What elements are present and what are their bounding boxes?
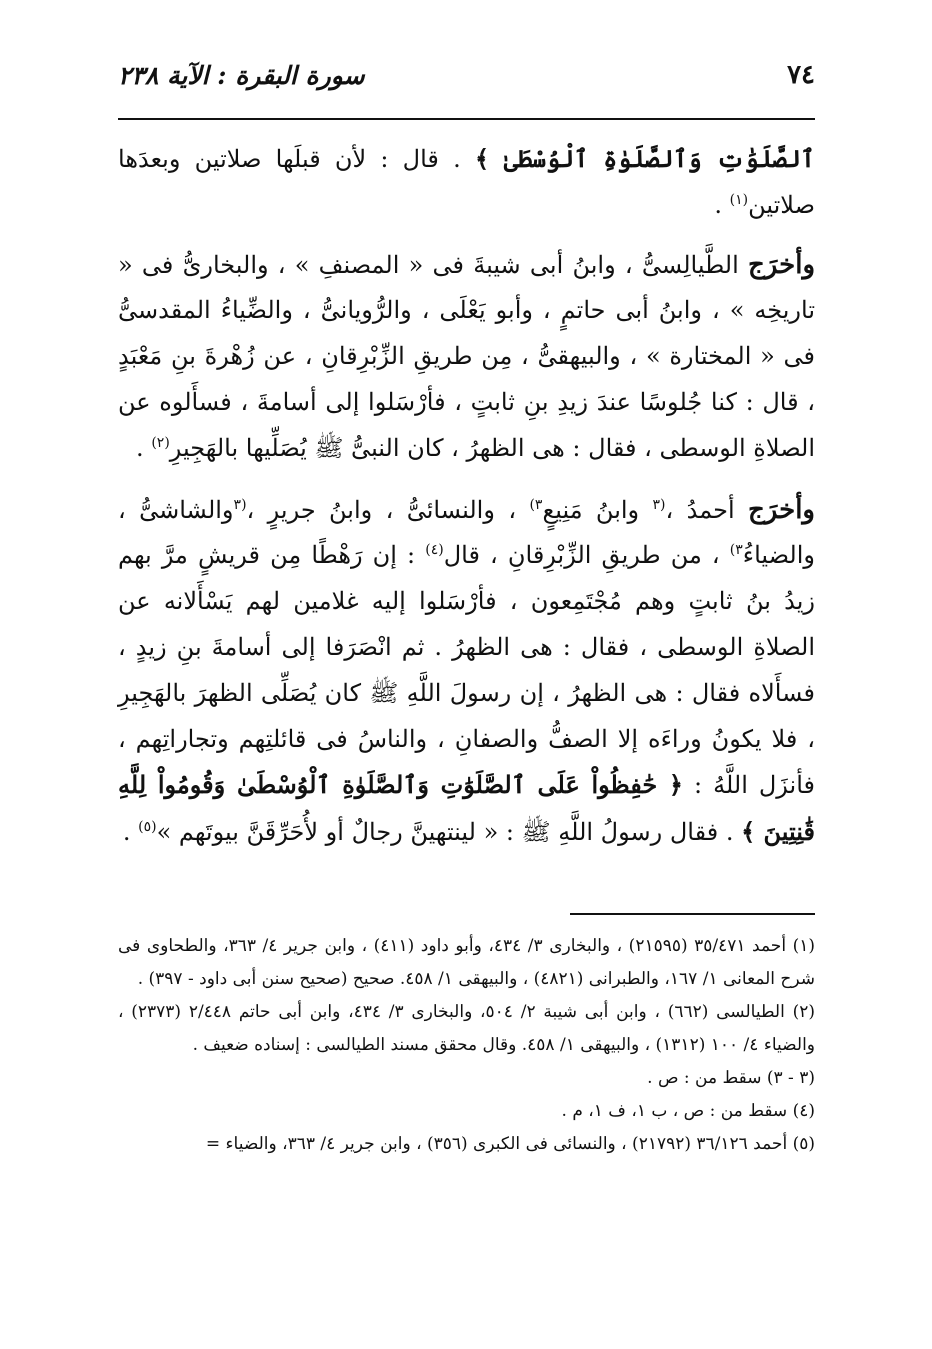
paragraph-end: .	[136, 433, 144, 462]
paragraph-text: وابنُ مَنِيعٍ	[542, 495, 640, 524]
paragraph-text: ، والنسائىُّ ، وابنُ جريرٍ ،	[246, 495, 517, 524]
footnote-ref: ٣)	[729, 542, 743, 559]
footnote-ref: (٣	[652, 496, 666, 513]
paragraph-3	[118, 488, 815, 856]
header-divider	[118, 118, 815, 120]
footnote-3: (٣ - ٣) سقط من : ص .	[647, 1068, 815, 1088]
footnote-ref: (٤)	[425, 542, 444, 559]
footnote-ref: ٣)	[529, 496, 543, 513]
lead-word: وأخرَج	[748, 249, 815, 280]
footnote-ref: (١)	[729, 191, 749, 208]
paragraph-text: . فقال رسولُ اللَّهِ ﷺ : « لينتهينَّ رجالٌ أو لأُحَرِّقَنَّ بيوتَهم »	[156, 818, 734, 847]
lead-word: وأخرَج	[748, 494, 815, 525]
footnote-2: (٢) الطيالسى (٦٦٢) ، وابن أبى شيبة ٢/ ٥٠٤، والبخارى ٣/ ٤٣٤، وابن أبى حاتم ٢/٤٤٨ (٢٣٧٣) ، والضياء ٤/ ١٠٠ (١٣١٢) ، والبيهقى ١/ ٤٥٨. وقال محقق مسند الطيالسى : إسناده ضعيف .	[118, 1002, 815, 1055]
footnote-5: (٥) أحمد ٣٦/١٢٦ (٢١٧٩٢) ، والنسائى فى الكبرى (٣٥٦) ، وابن جرير ٤/ ٣٦٣، والضياء =	[205, 1134, 815, 1154]
footnote-divider	[570, 913, 815, 915]
footnote-ref: (٣	[233, 496, 247, 513]
paragraph-2	[118, 243, 815, 472]
paragraph-text: ، من طريقِ الزِّبْرِقانِ ، قال	[443, 541, 720, 570]
quran-verse: ﴿ حَٰفِظُواْ عَلَى ٱلصَّلَوَٰتِ وَٱلصَّلَوٰةِ ٱلْوُسْطَىٰ وَقُومُواْ لِلَّهِ قَٰنِتِينَ ﴾	[118, 770, 815, 847]
quran-verse: ٱلصَّلَوَٰتِ وَٱلصَّلَوٰةِ ٱلْوُسْطَىٰ ﴾	[474, 144, 815, 173]
running-title: سورة البقرة : الآية ٢٣٨	[118, 60, 365, 90]
paragraph-text: أحمدُ ،	[665, 495, 735, 524]
page-header	[118, 52, 815, 98]
paragraph-1	[118, 136, 815, 229]
footnote-ref: (٥)	[138, 819, 157, 836]
main-text	[118, 136, 815, 872]
footnote-1: (١) أحمد ٣٥/٤٧١ (٢١٥٩٥) ، والبخارى ٣/ ٤٣٤، وأبو داود (٤١١) ، وابن جرير ٤/ ٣٦٣، والطحاوى فى شرح المعانى ١/ ١٦٧، والطبرانى (٤٨٢١) ، والبيهقى ١/ ٤٥٨. صحيح (صحيح سنن أبى داود - ٣٩٧) .	[118, 936, 815, 989]
paragraph-text: . قال : لأن قبلَها صلاتين وبعدَها صلاتين	[118, 145, 815, 219]
paragraph-text: الطَّيالِسىُّ ، وابنُ أبى شيبةَ فى « المصنفِ » ، والبخارىُّ فى « تاريخِه » ، وابنُ أبى حاتمٍ ، وأبو يَعْلَى ، والرُّويانىُّ ، والضِّياءُ المقدسىُّ فى « المختارة » ، والبيهقىُّ ، مِن طريقِ الزِّبْرِقانِ ، عن زُهْرةَ بنِ مَعْبَدٍ ، قال : كنا جُلوسًا عندَ زيدِ بنِ ثابتٍ ، فأرْسَلوا إلى أسامةَ ، فسأَلوه عن الصلاةِ الوسطى ، فقال : هى الظهرُ ، كان النبىُّ ﷺ يُصَلِّيها بالهَجِيرِ	[118, 250, 816, 462]
paragraph-text: والشاشىُّ ، والضياءُ	[118, 495, 816, 570]
footnotes	[118, 930, 815, 1161]
footnote-4: (٤) سقط من : ص ، ب ١، ف ١، م .	[561, 1101, 815, 1121]
paragraph-text: : إن رَهْطًا مِن قريشٍ مرَّ بهم زيدُ بنُ ثابتٍ وهم مُجْتَمِعون ، فأرْسَلوا إليه غلامين لهم يَسْأَلانه عن الصلاةِ الوسطى ، فقال : هى الظهرُ . ثم انْصَرَفا إلى أسامةَ بنِ زيدٍ ، فسأَلاه فقال : هى الظهرُ ، إن رسولَ اللَّهِ ﷺ كان يُصَلِّى الظهرَ بالهَجِيرِ ، فلا يكونُ وراءَه إلا الصفُّ والصفانِ ، والناسُ فى قائلتِهم وتجاراتِهم ، فأنزَل اللَّهُ :	[118, 541, 816, 800]
paragraph-end: .	[714, 190, 722, 219]
page-number: ٧٤	[787, 60, 815, 90]
paragraph-end: .	[122, 818, 131, 847]
footnote-ref: (٢)	[151, 434, 170, 451]
